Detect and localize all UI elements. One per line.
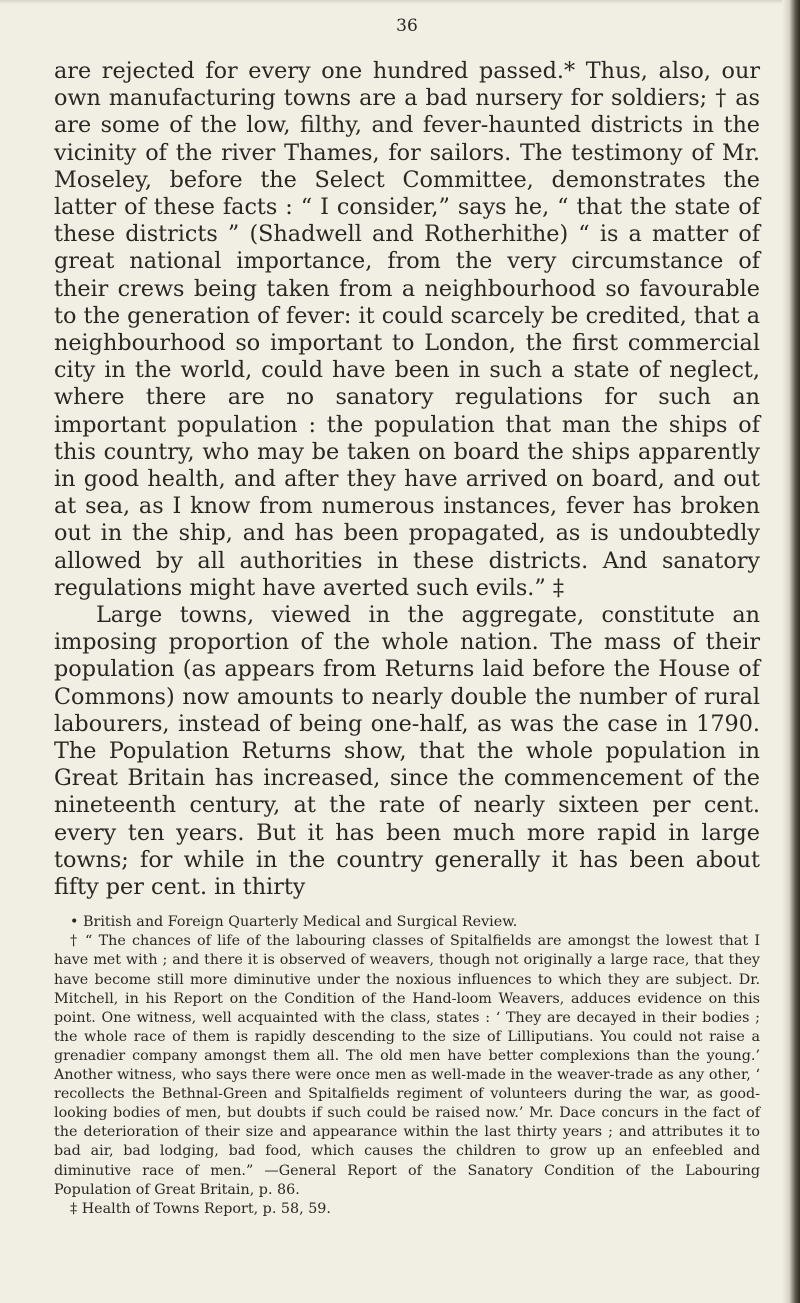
footnote-1: • British and Foreign Quarterly Medical and Surgical Review. <box>70 914 518 931</box>
page-number: 36 <box>396 16 418 36</box>
main-text <box>54 58 760 901</box>
footnotes <box>54 913 760 1219</box>
paragraph-2: Large towns, viewed in the aggregate, constitute an imposing proportion of the whole nation. The mass of their population (as appears from Returns laid before the House of Commons) now amounts to nearly double the number of rural labourers, instead of being one-half, as was the case in 1790. The Population Returns show, that the whole population in Great Britain has increased, since the commencement of the nineteenth century, at the rate of nearly sixteen per cent. every ten years. But it has been much more rapid in large towns; for while in the country generally it has been about fifty per cent. in thirty <box>54 602 760 901</box>
footnote-3: ‡ Health of Towns Report, p. 58, 59. <box>70 1200 331 1217</box>
paragraph-1: are rejected for every one hundred passed.* Thus, also, our own manufacturing towns are a bad nursery for soldiers; † as are some of the low, filthy, and fever-haunted districts in the vicinity of the river Thames, for sailors. The testimony of Mr. Moseley, before the Select Committee, demonstrates the latter of these facts : “ I consider,” says he, “ that the state of these districts ” (Shadwell and Rotherhithe) “ is a matter of great national importance, from the very circumstance of their crews being taken from a neighbourhood so favourable to the generation of fever: it could scarcely be credited, that a neighbourhood so important to London, the first commercial city in the world, could have been in such a state of neglect, where there are no sanatory regulations for such an important population : the population that man the ships of this country, who may be taken on board the ships apparently in good health, and after they have arrived on board, and out at sea, as I know from numerous instances, fever has broken out in the ship, and has been propagated, as is undoubtedly allowed by all authorities in these districts. And sanatory regulations might have averted such evils.” ‡ <box>54 58 760 601</box>
scan-binding-edge <box>782 0 800 1303</box>
scan-top-shadow <box>0 0 800 4</box>
footnote-2: † “ The chances of life of the labouring classes of Spitalfields are amongst the lowest that I have met with ; and there it is observed of weavers, though not originally a large race, that they have become still more diminutive under the noxious influences to which they are subject. Dr. Mitchell, in his Report on the Condition of the Hand-loom Weavers, adduces evidence on this point. One witness, well acquainted with the class, states : ‘ They are decayed in their bodies ; the whole race of them is rapidly descending to the size of Lilliputians. You could not raise a grenadier company amongst them all. The old men have better complexions than the young.’ Another witness, who says there were once men as well-made in the weaver-trade as any other, ‘ recollects the Bethnal-Green and Spitalfields regiment of volunteers during the war, as good-looking bodies of men, but doubts if such could be raised now.’ Mr. Dace concurs in the fact of the deterioration of their size and appearance within the last thirty years ; and attributes it to bad air, bad lodging, bad food, which causes the children to grow up an enfeebled and diminutive race of men.” —General Report of the Sanatory Condition of the Labouring Population of Great Britain, p. 86. <box>54 933 760 1198</box>
